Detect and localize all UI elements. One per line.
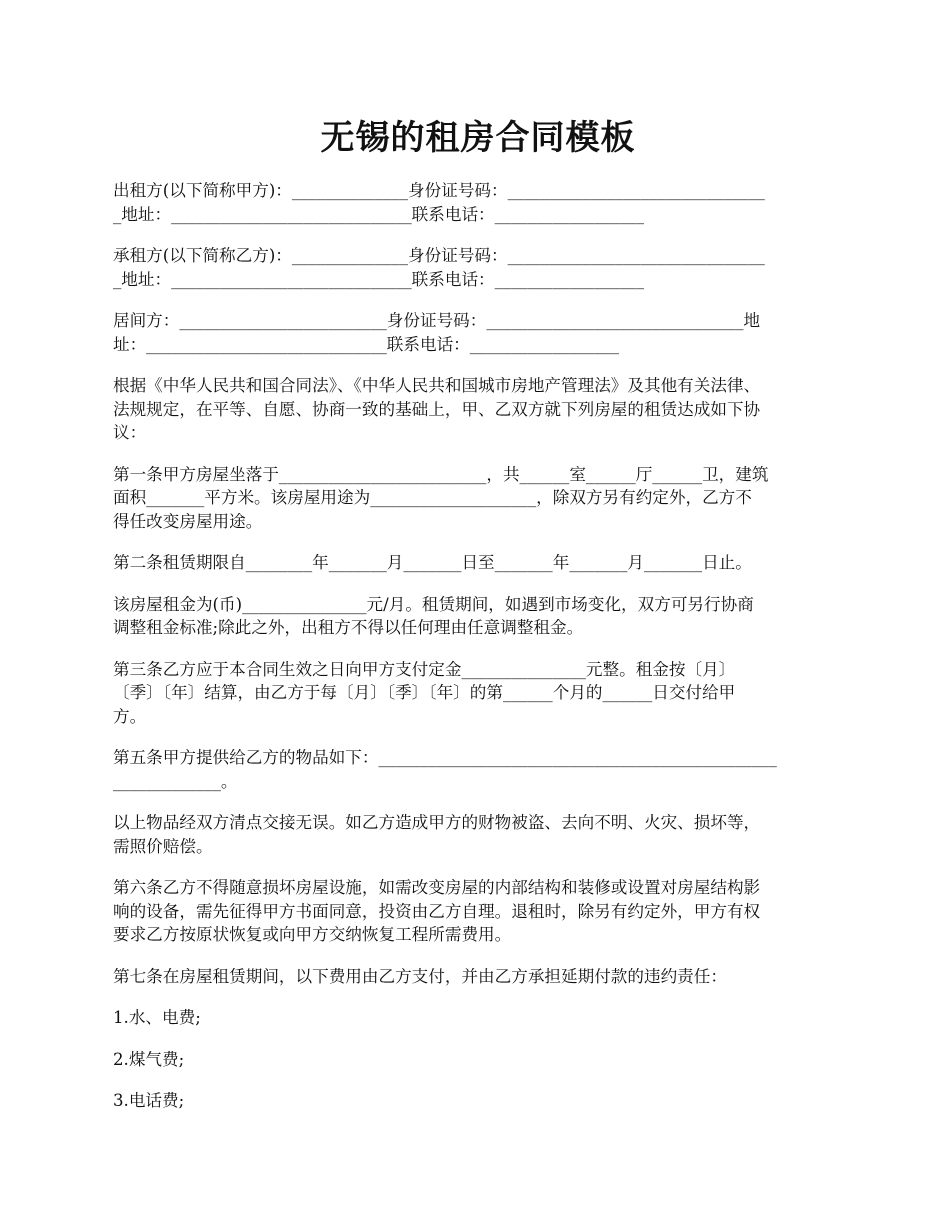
preamble: 根据《中华人民共和国合同法》、《中华人民共和国城市房地产管理法》及其他有关法律、 法规规定，在平等、自愿、协商一致的基础上，甲、乙双方就下列房屋的租赁达成如下协 议： [113, 376, 761, 442]
document-title: 无锡的租房合同模板 [320, 118, 636, 158]
expense-item: 1.水、电费; [113, 1008, 201, 1027]
clause-6-facilities: 第六条乙方不得随意损坏房屋设施，如需改变房屋的内部结构和装修或设置对房屋结构影 响的设备，需先征得甲方书面同意，投资由乙方自理。退租时，除另有约定外，甲方有权 要求乙方按原状恢复或向甲方交纳恢复工程所需费用。 [113, 878, 761, 944]
lessee-info: 承租方(以下简称乙方)：______________身份证号码：_______________________________ _地址：_____________________________联系电话：__________________ [113, 246, 765, 289]
clause-7-expenses: 第七条在房屋租赁期间，以下费用由乙方支付，并由乙方承担延期付款的违约责任： [113, 966, 727, 986]
clause-3-deposit: 第三条乙方应于本合同生效之日向甲方支付定金_______________元整。租金按〔月〕 〔季〕〔年〕结算，由乙方于每〔月〕〔季〕〔年〕的第______个月的______日交付给甲 方。 [113, 659, 736, 726]
document-page [113, 0, 843, 1113]
expense-item: 2.煤气费; [113, 1049, 185, 1069]
expense-item: 3.电话费; [113, 1091, 185, 1110]
intermediary-info: 居间方：_________________________身份证号码：_______________________________地 址：_____________________________联系电话：__________________ [113, 311, 761, 354]
clause-1-property: 第一条甲方房屋坐落于_________________________，共______室______厅______卫，建筑 面积_______平方米。该房屋用途为____________________，除双方另有约定外，乙方不 得任改变房屋用途。 [113, 464, 769, 531]
items-compensation: 以上物品经双方清点交接无误。如乙方造成甲方的财物被盗、去向不明、火灾、损坏等， 需照价赔偿。 [113, 813, 761, 856]
clause-5-items: 第五条甲方提供给乙方的物品如下：________________________________________________ _____________。 [113, 748, 777, 791]
lessor-info: 出租方(以下简称甲方)：______________身份证号码：_______________________________ _地址：_____________________________联系电话：__________________ [113, 181, 765, 224]
rent-clause: 该房屋租金为(币)_______________元/月。租赁期间，如遇到市场变化，双方可另行协商 调整租金标准;除此之外，出租方不得以任何理由任意调整租金。 [113, 594, 754, 637]
clause-2-term: 第二条租赁期限自________年_______月_______日至_______年_______月_______日止。 [113, 553, 752, 572]
